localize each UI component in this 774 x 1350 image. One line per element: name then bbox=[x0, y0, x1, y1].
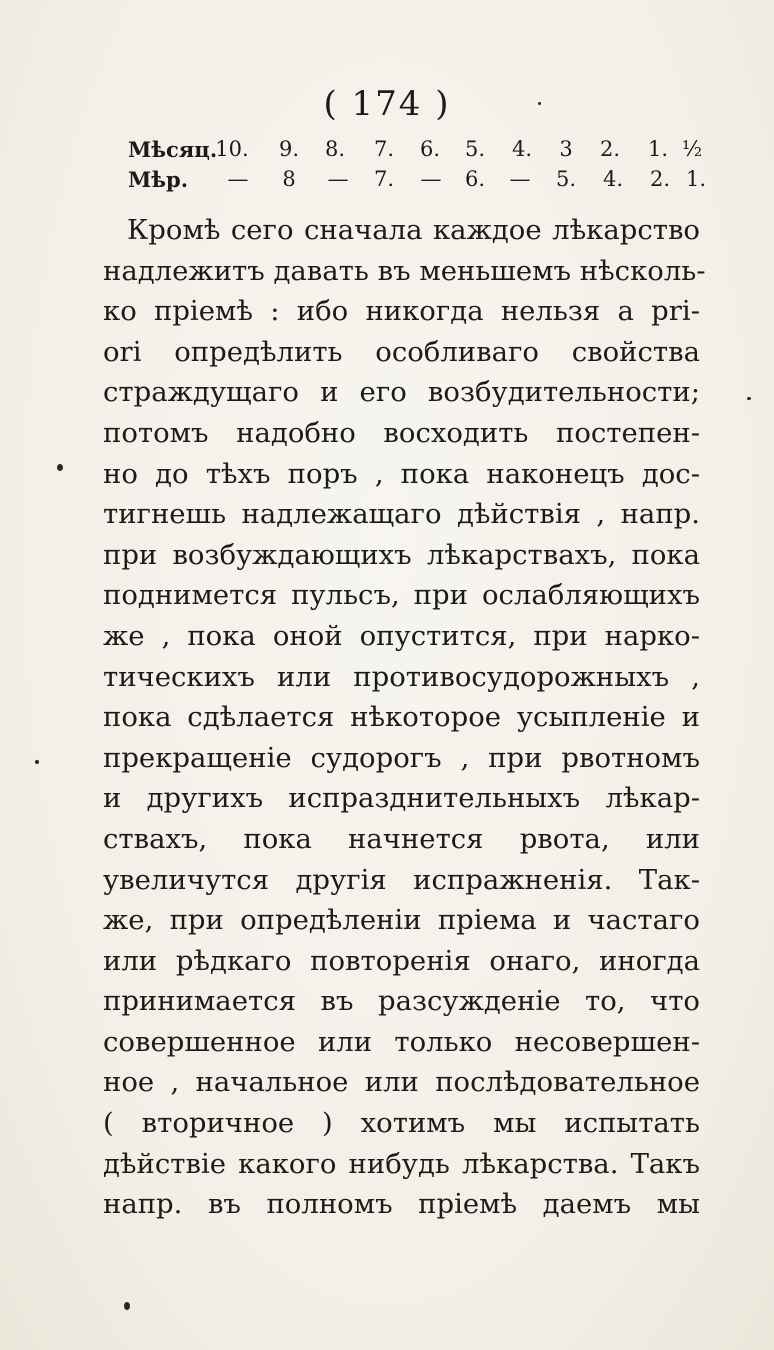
table-cell: 10. bbox=[215, 137, 249, 161]
table-cell: 4. bbox=[602, 167, 624, 191]
text-line: страждущаго и его возбудительности; bbox=[103, 376, 700, 409]
ink-speck bbox=[57, 464, 63, 471]
ink-speck bbox=[538, 102, 541, 105]
text-line: ствахъ, пока начнется рвота, или bbox=[103, 822, 700, 855]
text-line: пока сдѣлается нѣкоторое усыпленiе и bbox=[103, 701, 700, 734]
dosage-table bbox=[128, 137, 708, 197]
text-line: но до тѣхъ поръ , пока наконецъ дос- bbox=[103, 457, 700, 490]
table-cell: 7. bbox=[373, 167, 395, 191]
text-line: же, при опредѣленiи прiема и частаго bbox=[103, 904, 700, 937]
table-cell: 7. bbox=[373, 137, 395, 161]
text-line: прекращенiе судорогъ , при рвотномъ bbox=[103, 741, 700, 774]
text-line: же , пока оной опустится, при нарко- bbox=[103, 619, 700, 652]
ink-speck bbox=[747, 397, 751, 400]
row-label-months: Мѣсяц. bbox=[128, 137, 218, 162]
table-cell: 6. bbox=[419, 137, 441, 161]
text-line: надлежитъ давать въ меньшемъ нѣсколь- bbox=[103, 254, 706, 287]
text-line: Кромѣ сего сначала каждое лѣкарство bbox=[127, 214, 700, 246]
table-cell: 5. bbox=[555, 167, 577, 191]
ink-speck bbox=[35, 760, 39, 764]
table-cell: ½ bbox=[681, 137, 703, 161]
table-cell: 8 bbox=[282, 167, 296, 191]
page-number: ( 174 ) bbox=[323, 84, 451, 124]
text-line: потомъ надобно восходить постепен- bbox=[103, 416, 700, 449]
table-cell: — bbox=[509, 167, 531, 191]
table-cell: 2. bbox=[649, 167, 671, 191]
text-line: тическихъ или противосудорожныхъ , bbox=[103, 660, 700, 693]
table-cell: — bbox=[227, 167, 249, 191]
table-cell: 5. bbox=[464, 137, 486, 161]
table-cell: 2. bbox=[599, 137, 621, 161]
ink-speck bbox=[124, 1302, 130, 1310]
text-line: и другихъ испразднительныхъ лѣкар- bbox=[103, 782, 700, 815]
text-line: или рѣдкаго повторенiя онаго, иногда bbox=[103, 944, 700, 977]
table-cell: — bbox=[327, 167, 349, 191]
text-line: дѣйствiе какого нибудь лѣкарства. Такъ bbox=[103, 1147, 700, 1180]
row-label-measures: Мѣр. bbox=[128, 167, 189, 192]
text-line: поднимется пульсъ, при ослабляющихъ bbox=[103, 579, 700, 612]
text-line: совершенное или только несовершен- bbox=[103, 1025, 700, 1058]
text-line: принимается въ разсужденiе то, что bbox=[103, 985, 700, 1018]
text-line: при возбуждающихъ лѣкарствахъ, пока bbox=[103, 538, 700, 571]
table-cell: 3 bbox=[559, 137, 573, 161]
table-cell: 1. bbox=[647, 137, 669, 161]
table-cell: 6. bbox=[464, 167, 486, 191]
table-row-months bbox=[128, 137, 708, 167]
table-row-measures bbox=[128, 167, 708, 197]
text-line: ( вторичное ) хотимъ мы испытать bbox=[103, 1107, 700, 1140]
table-cell: 9. bbox=[278, 137, 300, 161]
table-cell: 1. bbox=[685, 167, 707, 191]
table-cell: 8. bbox=[324, 137, 346, 161]
table-cell: — bbox=[420, 167, 442, 191]
text-line: напр. въ полномъ прiемѣ даемъ мы bbox=[103, 1188, 700, 1221]
text-line: увеличутся другiя испражненiя. Так- bbox=[103, 863, 700, 896]
text-line: ori опредѣлить особливаго свойства bbox=[103, 335, 700, 368]
table-cell: 4. bbox=[511, 137, 533, 161]
text-line: тигнешь надлежащаго дѣйствiя , напр. bbox=[103, 498, 700, 531]
text-line: ное , начальное или послѣдовательное bbox=[103, 1066, 700, 1099]
text-line: ко прiемѣ : ибо никогда нельзя a pri- bbox=[103, 295, 700, 328]
body-text bbox=[103, 210, 706, 1225]
